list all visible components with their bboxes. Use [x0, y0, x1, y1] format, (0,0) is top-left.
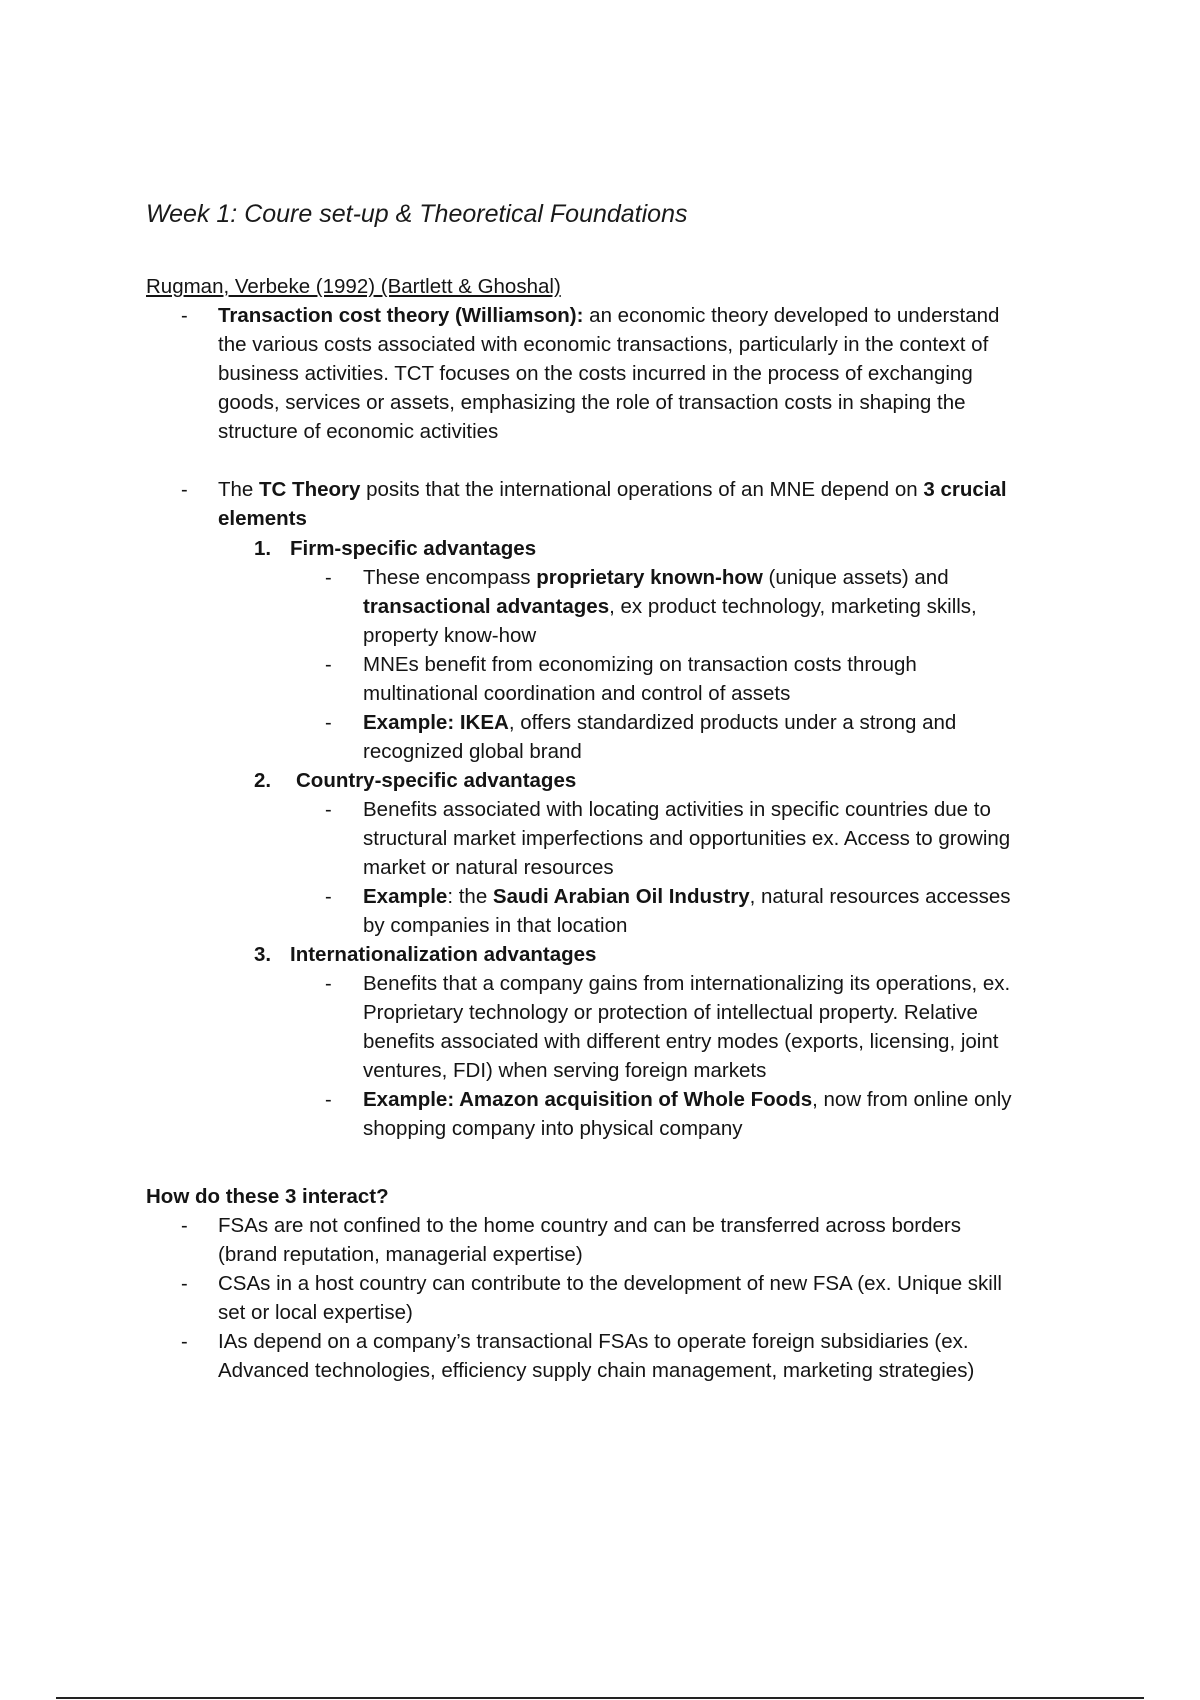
interact-item-2-line-1: CSAs in a host country can contribute to the development of new FSA (ex. Unique skill	[218, 1272, 1002, 1295]
bullet-dash: -	[325, 886, 332, 908]
footer-divider	[56, 1697, 1144, 1699]
tct-text: an economic theory developed to understand	[583, 304, 1000, 327]
text-span: The	[218, 478, 260, 501]
bullet-dash: -	[325, 712, 332, 734]
ia-b1-line-3: benefits associated with different entry modes (exports, licensing, joint	[363, 1030, 999, 1053]
fsa-b3-line-2: recognized global brand	[363, 740, 582, 763]
text-span: , offers standardized products under a strong and	[508, 711, 957, 734]
interact-item-1-line-2: (brand reputation, managerial expertise)	[218, 1243, 583, 1266]
tct-line-1	[218, 304, 999, 328]
page-title: Week 1: Coure set-up & Theoretical Foundations	[146, 200, 688, 228]
fsa-b1-line-2	[363, 595, 977, 619]
tct-line-3: business activities. TCT focuses on the costs incurred in the process of exchanging	[218, 362, 973, 385]
interact-item-3-line-2: Advanced technologies, efficiency supply chain management, marketing strategies)	[218, 1359, 975, 1382]
fsa-b1-line-1	[363, 566, 949, 590]
csa-b2-line-2: by companies in that location	[363, 914, 628, 937]
fsa-b2-line-2: multinational coordination and control of assets	[363, 682, 791, 705]
bullet-dash: -	[181, 1331, 188, 1353]
bold-span: 3 crucial	[923, 478, 1007, 501]
bullet-dash: -	[181, 1273, 188, 1295]
text-span: (unique assets) and	[762, 566, 949, 589]
text-span: posits that the international operations of an MNE depend on	[360, 478, 924, 501]
bullet-dash: -	[325, 654, 332, 676]
ia-heading: Internationalization advantages	[290, 943, 597, 966]
interact-item-2-line-2: set or local expertise)	[218, 1301, 413, 1324]
text-span: , ex product technology, marketing skills,	[609, 595, 977, 618]
text-span: , natural resources accesses	[749, 885, 1011, 908]
tc-theory-line-1	[218, 478, 1007, 502]
csa-b1-line-3: market or natural resources	[363, 856, 614, 879]
fsa-b1-line-3: property know-how	[363, 624, 537, 647]
bullet-dash: -	[181, 479, 188, 501]
bold-span: proprietary known-how	[536, 566, 763, 589]
csa-b2-line-1	[363, 885, 1011, 909]
bold-span: Saudi Arabian Oil Industry	[492, 885, 750, 908]
tc-theory-term: TC Theory	[259, 478, 361, 501]
text-span: These encompass	[363, 566, 537, 589]
csa-b1-line-2: structural market imperfections and opportunities ex. Access to growing	[363, 827, 1011, 850]
interact-item-1-line-1: FSAs are not confined to the home country and can be transferred across borders	[218, 1214, 961, 1237]
bullet-dash: -	[181, 1215, 188, 1237]
tct-line-2: the various costs associated with economic transactions, particularly in the context of	[218, 333, 989, 356]
interact-item-3-line-1: IAs depend on a company’s transactional FSAs to operate foreign subsidiaries (ex.	[218, 1330, 969, 1353]
fsa-b2-line-1: MNEs benefit from economizing on transaction costs through	[363, 653, 917, 676]
tct-line-5: structure of economic activities	[218, 420, 499, 443]
list-number: 1.	[254, 537, 272, 560]
bullet-dash: -	[181, 305, 188, 327]
tc-theory-line-2: elements	[218, 507, 307, 530]
csa-b1-line-1: Benefits associated with locating activities in specific countries due to	[363, 798, 991, 821]
tct-term: Transaction cost theory (Williamson):	[218, 304, 584, 327]
text-span: : the	[447, 885, 493, 908]
bold-span: Example: Amazon acquisition of Whole Foods	[363, 1088, 813, 1111]
text-span: , now from online only	[812, 1088, 1012, 1111]
tct-line-4: goods, services or assets, emphasizing the role of transaction costs in shaping the	[218, 391, 966, 414]
csa-heading: Country-specific advantages	[296, 769, 577, 792]
bold-span: Example	[363, 885, 448, 908]
list-number: 2.	[254, 769, 272, 792]
ia-b1-line-1: Benefits that a company gains from internationalizing its operations, ex.	[363, 972, 1011, 995]
fsa-b3-line-1	[363, 711, 956, 735]
ia-b2-line-2: shopping company into physical company	[363, 1117, 743, 1140]
interact-heading: How do these 3 interact?	[146, 1185, 389, 1208]
bullet-dash: -	[325, 799, 332, 821]
bullet-dash: -	[325, 567, 332, 589]
ia-b2-line-1	[363, 1088, 1012, 1112]
ia-b1-line-2: Proprietary technology or protection of intellectual property. Relative	[363, 1001, 978, 1024]
bullet-dash: -	[325, 1089, 332, 1111]
ia-b1-line-4: ventures, FDI) when serving foreign markets	[363, 1059, 767, 1082]
fsa-heading: Firm-specific advantages	[290, 537, 537, 560]
bullet-dash: -	[325, 973, 332, 995]
bold-span: Example: IKEA	[363, 711, 509, 734]
reference-heading: Rugman, Verbeke (1992) (Bartlett & Ghoshal)	[146, 275, 561, 298]
list-number: 3.	[254, 943, 272, 966]
bold-span: transactional advantages	[363, 595, 610, 618]
